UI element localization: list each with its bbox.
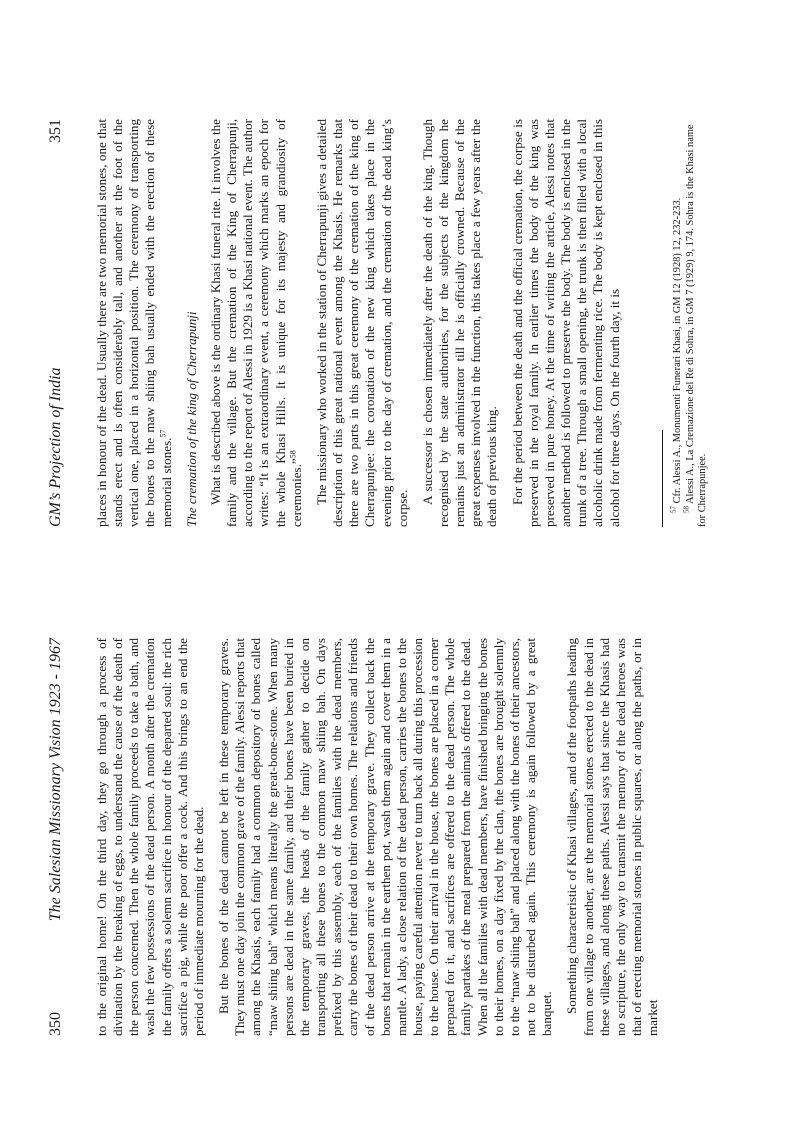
left-page xyxy=(0,562,793,1123)
footnote-ref[interactable]: 58 xyxy=(288,450,298,459)
running-head: The Salesian Missionary Vision 1923 - 1967 xyxy=(47,638,64,922)
paragraph xyxy=(94,119,175,527)
paragraph: to the original home! On the third day, they go through a process of divination by the breaking of eggs, to understand the cause of the death of the person concerned. Then the whole family proceeds to take a bath, and wash the few possessions of the dead person. A month after the cremation the family offers a solemn sacrifice in honour of the departed soul: the rich sacrifice a pig, while the poor offer a cock. And this brings to an end the period of immediate mourning for the dead. xyxy=(94,638,206,1036)
running-head: GM’s Projection of India xyxy=(47,367,64,527)
footnote-number: 57 xyxy=(669,506,678,513)
footnote-ref[interactable]: 57 xyxy=(158,429,168,438)
right-page xyxy=(0,0,793,561)
paragraph: But the bones of the dead cannot be left in these temporary graves. They must one day join the common grave of the family. Alessi reports that among the Khasis, each family had a common depository of bones called “maw shiing bah” which means literally the great-bone-stone. When many persons are dead in the same family, and their bones have been buried in the temporary graves, the heads of the family gather to decide on transporting all these bones to the common maw shiing bah. On days prefixed by this assembly, each of the families with the dead members, carry the bones of their dead to their own homes. The relations and friends of the dead person arrive at the temporary grave. They collect back the bones that remain in the earthen pot, wash them again and cover them in a mantle. A lady, a close relation of the dead person, carries the bones to the house, paying careful attention never to turn back all during this procession to the house. On their arrival in the house, the bones are placed in a corner prepared for it, and sacrifices are offered to the dead person. The whole family partakes of the meal prepared from the animals offered to the dead. When all the families with dead members, have finished bringing the bones to their homes, on a day fixed by the clan, the bones are brought solemnly to the “maw shiing bah” and placed along with the bones of their ancestors, not to be disturbed again. This ceremony is again followed by a great banquet. xyxy=(216,638,555,1036)
footnote-text: Alessi A., La Cremazione del Re di Sohra, in GM 7 (1929) 9, 174. Sohra is the Khasi name for Cherrapunjee. xyxy=(684,124,709,527)
footnote xyxy=(682,117,710,527)
page-number: 351 xyxy=(47,119,64,143)
paragraph-text: places in honour of the dead. Usually there are two memorial stones, one that stands erect and is often considerably tall, and another at the foot of the vertical one, placed in a horizontal position. The ceremony of transporting the bones to the maw shiing bah usually ended with the erection of these memorial stones. xyxy=(94,119,174,527)
paragraph: Something characteristic of Khasi villages, and of the footpaths leading from one village to another, are the memorial stones erected to the dead in these villages, and along these paths. Alessi says that since the Khasis had no scripture, the only way to transmit the memory of the dead heroes was that of erecting memorial stones in public squares, or along the paths, or in market xyxy=(564,638,661,1036)
paragraph-text: What is described above is the ordinary Khasi funeral rite. It involves the family and the village. But the cremation of the King of Cherrapunji, according to the report of Alessi in 1929 is a Khasi national event. The author writes: “It is an extraordinary event, a ceremony which marks an epoch for the whole Khasi Hills. It is unique for its majesty and grandiosity of ceremonies.” xyxy=(207,119,304,527)
footnote xyxy=(669,117,685,527)
left-page-body xyxy=(94,638,661,1036)
right-page-body xyxy=(94,119,623,527)
paragraph: The missionary who worked in the station of Cherrapunji gives a detailed description of this great national event among the Khasis. He remarks that there are two parts in this great ceremony of the cremation of the king of Cherrapunjee: the coronation of the new king which takes place in the evening prior to the day of cremation, and the cremation of the dead king’s corpse. xyxy=(313,119,410,527)
paragraph: For the period between the death and the official cremation, the corpse is preserved in the royal family. In earlier times the body of the king was preserved in pure honey. At the time of writing the article, Alessi notes that another method is followed to preserve the body. The body is enclosed in the trunk of a tree. Through a small opening, the trunk is then filled with a local alcoholic drink made from fermenting rice. The body is kept enclosed in this alcohol for three days. On the fourth day, it is xyxy=(509,119,622,527)
footnote-rule xyxy=(662,430,663,527)
paragraph xyxy=(208,119,305,527)
footnotes xyxy=(662,117,710,527)
section-heading: The cremation of the king of Cherrapunji xyxy=(183,311,199,527)
footnote-number: 58 xyxy=(682,506,691,513)
footnote-text: Cfr. Alessi A., Monumenti Funerari Khasi, in GM 12 (1928) 12, 232-233. xyxy=(672,197,683,504)
page-number: 350 xyxy=(47,1012,64,1036)
paragraph: A successor is chosen immediately after the death of the king. Though recognised by the state authorities, for the subjects of the kingdom he remains just an administrator till he is officially crowned. Because of the great expenses involved in the function, this takes place a few years after the death of previous king. xyxy=(419,119,500,527)
